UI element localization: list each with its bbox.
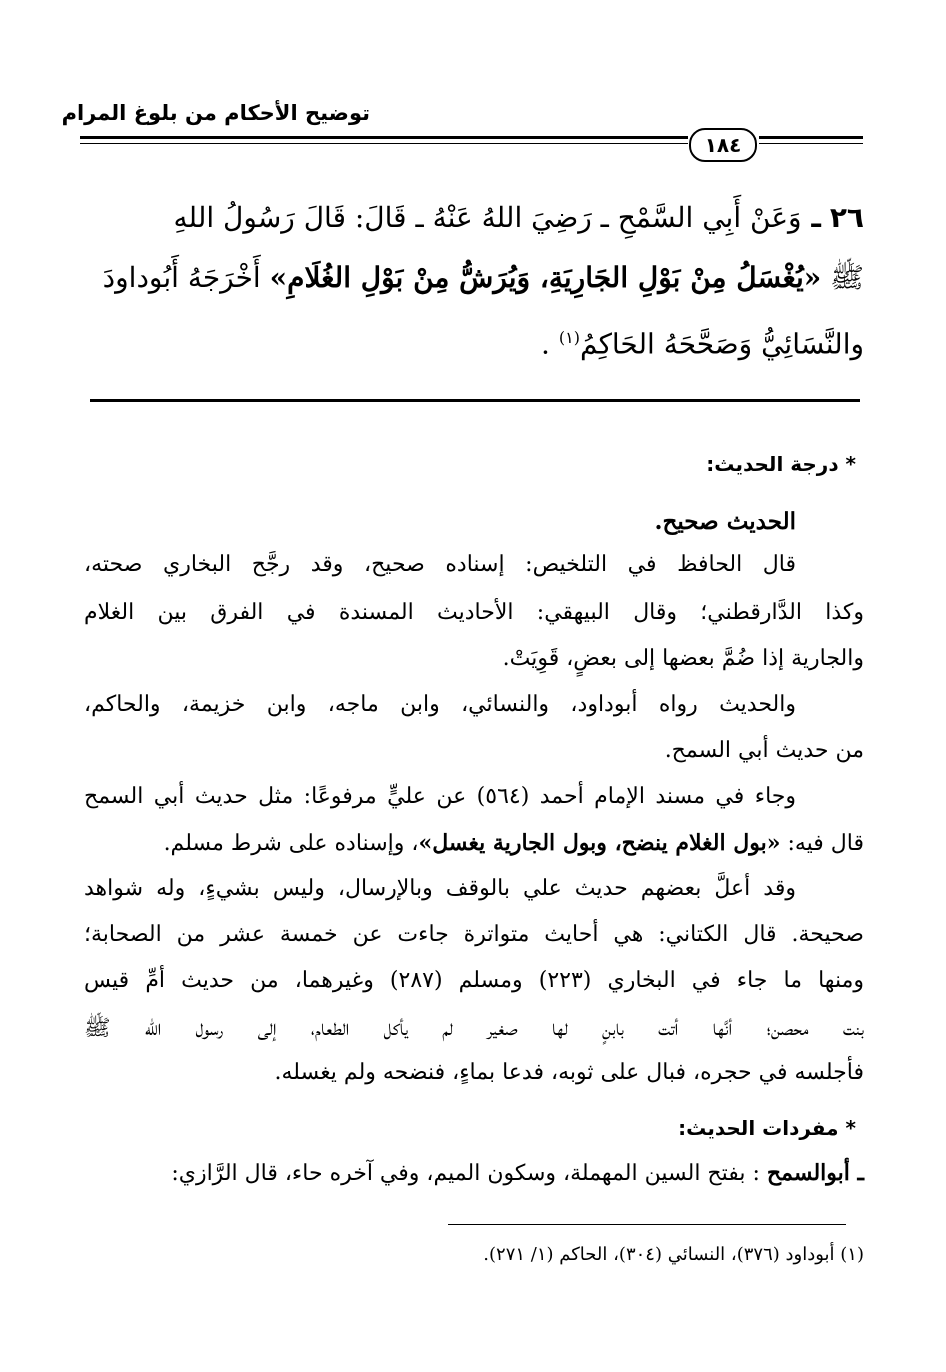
degree-line-1: قال الحافظ في التلخيص: إسناده صحيح، وقد رجَّح البخاري صحته، bbox=[84, 552, 796, 577]
degree-line-9: ومنها ما جاء في البخاري (٢٢٣) ومسلم (٢٨٧) وغيرهما، من حديث أمِّ قيس bbox=[84, 968, 864, 993]
hadith-text-2: أَخْرَجَهُ أَبُوداودَ bbox=[102, 261, 261, 294]
ali-suffix: ، وإسناده على شرط مسلم. bbox=[163, 831, 419, 856]
degree-line-2: وكذا الدَّارقطني؛ وقال البيهقي: الأحاديث المسندة في الفرق بين الغلام bbox=[84, 600, 864, 625]
hadith-number: ٢٦ bbox=[829, 201, 864, 234]
degree-line-3: والجارية إذا ضُمَّ بعضها إلى بعضٍ، قَوِيَتْ. bbox=[502, 646, 864, 671]
footnote: (١) أبوداود (٣٧٦)، النسائي (٣٠٤)، الحاكم (١/ ٢٧١). bbox=[483, 1244, 864, 1265]
vocab-term: ـ أبوالسمح bbox=[766, 1160, 864, 1186]
vocab-line bbox=[84, 1160, 864, 1186]
degree-line-6: وجاء في مسند الإمام أحمد (٥٦٤) عن عليٍّ مرفوعًا: مثل حديث أبي السمح bbox=[84, 784, 796, 809]
hadith-text-3: والنَّسَائِيُّ وَصَحَّحَهُ الحَاكِمُ bbox=[579, 327, 864, 361]
hadith-line-1 bbox=[84, 188, 864, 248]
vocab-definition: : بفتح السين المهملة، وسكون الميم، وفي آخره حاء، قال الرَّازي: bbox=[171, 1161, 760, 1186]
ali-prefix: قال فيه: bbox=[787, 831, 864, 856]
page-number: ١٨٤ bbox=[689, 128, 757, 162]
header-rule-right bbox=[759, 136, 863, 139]
hadith-dash: ـ bbox=[801, 201, 821, 234]
hadith-line-2 bbox=[84, 248, 864, 308]
footnote-ref: (١) bbox=[558, 328, 580, 347]
degree-line-10: بنت محصن؛ أنَّها أتت بابنٍ لها صغير لم يأكل الطعام، إلى رسول الله ﷺ bbox=[84, 1016, 864, 1041]
hadith-end: . bbox=[541, 327, 550, 361]
header-rule-right-bottom bbox=[759, 143, 863, 144]
header-rule-top bbox=[80, 136, 688, 139]
footnote-rule bbox=[448, 1224, 846, 1225]
degree-verdict: الحديث صحيح. bbox=[654, 508, 796, 535]
degree-line-7: وقد أعلَّ بعضهم حديث علي بالوقف وبالإرسال، وليس بشيءٍ، وله شواهد bbox=[84, 876, 796, 901]
degree-line-5: من حديث أبي السمح. bbox=[664, 738, 864, 763]
degree-heading: * درجة الحديث: bbox=[706, 452, 856, 476]
hadith-quote: «يُغْسَلُ مِنْ بَوْلِ الجَارِيَةِ، وَيُرَشُّ مِنْ بَوْلِ الغُلَامِ» bbox=[269, 261, 822, 294]
running-title: توضيح الأحكام من بلوغ المرام bbox=[61, 101, 370, 125]
hadith-line-3 bbox=[84, 308, 864, 374]
degree-line-4: والحديث رواه أبوداود، والنسائي، وابن ماجه، وابن خزيمة، والحاكم، bbox=[84, 692, 796, 717]
vocab-heading: * مفردات الحديث: bbox=[678, 1116, 856, 1140]
degree-line-8: صحيحة. قال الكتاني: هي أحايث متواترة جاءت عن خمسة عشر من الصحابة؛ bbox=[84, 922, 864, 947]
degree-line-ali bbox=[84, 830, 864, 856]
ali-quote: «بول الغلام ينضح، وبول الجارية يغسل» bbox=[418, 830, 781, 856]
hadith-text-1: وَعَنْ أَبِي السَّمْحِ ـ رَضِيَ اللهُ عَنْهُ ـ قَالَ: قَالَ رَسُولُ اللهِ bbox=[173, 201, 802, 234]
section-divider bbox=[90, 399, 860, 402]
header-rule-bottom bbox=[80, 143, 688, 144]
salawat-glyph: ﷺ bbox=[830, 261, 864, 294]
degree-line-11: فأجلسه في حجره، فبال على ثوبه، فدعا بماءٍ، فنضحه ولم يغسله. bbox=[274, 1060, 864, 1085]
